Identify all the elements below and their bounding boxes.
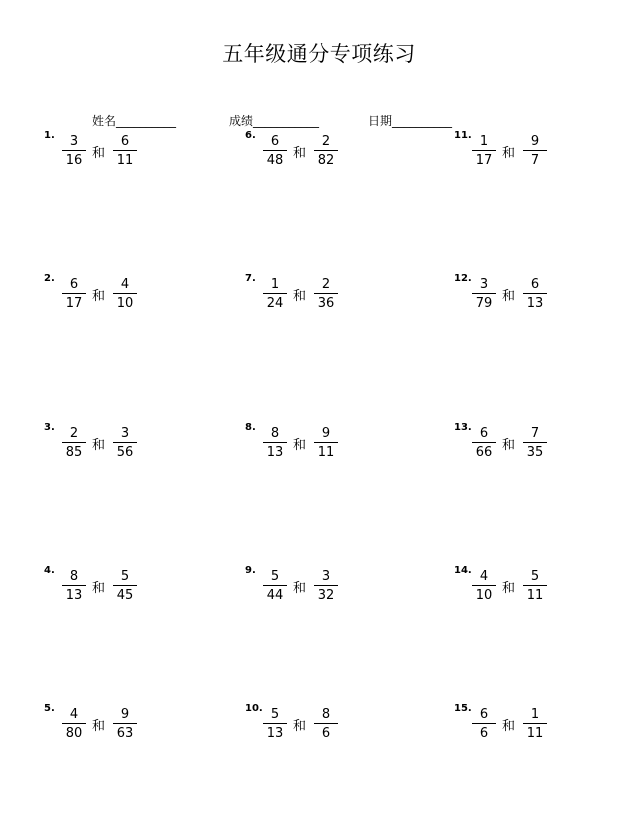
fraction-b [113, 569, 137, 603]
fraction-bar [472, 150, 496, 151]
fraction-bar [263, 442, 287, 443]
conjunction: 和 [502, 438, 516, 453]
denominator: 16 [65, 153, 83, 168]
fraction-b [523, 277, 547, 311]
conjunction: 和 [293, 289, 307, 304]
fraction-a [263, 707, 287, 741]
problem-number: 6. [245, 130, 256, 141]
denominator: 10 [475, 588, 493, 603]
fraction-bar [472, 723, 496, 724]
denominator: 17 [65, 296, 83, 311]
fraction-a [62, 277, 86, 311]
fraction-b [523, 426, 547, 460]
denominator: 13 [526, 296, 544, 311]
fraction-b [314, 707, 338, 741]
numerator: 6 [479, 426, 489, 441]
denominator: 82 [317, 153, 335, 168]
numerator: 6 [270, 134, 280, 149]
problem-number: 4. [44, 565, 55, 576]
problem-number: 12. [454, 273, 472, 284]
fraction-b [523, 134, 547, 168]
fraction-a [62, 707, 86, 741]
numerator: 3 [120, 426, 130, 441]
fraction-bar [523, 442, 547, 443]
fraction-bar [314, 442, 338, 443]
numerator: 8 [69, 569, 79, 584]
fraction-b [113, 134, 137, 168]
fraction-a [472, 426, 496, 460]
numerator: 5 [120, 569, 130, 584]
fraction-bar [62, 293, 86, 294]
fraction-bar [472, 293, 496, 294]
problem-number: 2. [44, 273, 55, 284]
numerator: 1 [479, 134, 489, 149]
numerator: 9 [530, 134, 540, 149]
denominator: 11 [317, 445, 335, 460]
denominator: 85 [65, 445, 83, 460]
conjunction: 和 [502, 719, 516, 734]
numerator: 1 [530, 707, 540, 722]
denominator: 13 [266, 445, 284, 460]
fraction-b [314, 134, 338, 168]
fraction-a [472, 277, 496, 311]
numerator: 9 [321, 426, 331, 441]
fraction-bar [263, 585, 287, 586]
numerator: 3 [479, 277, 489, 292]
denominator: 56 [116, 445, 134, 460]
fraction-bar [62, 150, 86, 151]
page-title: 五年级通分专项练习 [222, 42, 416, 66]
problem-number: 8. [245, 422, 256, 433]
conjunction: 和 [293, 719, 307, 734]
denominator: 24 [266, 296, 284, 311]
denominator: 11 [526, 588, 544, 603]
conjunction: 和 [293, 438, 307, 453]
denominator: 63 [116, 726, 134, 741]
numerator: 8 [321, 707, 331, 722]
name-field[interactable]: 姓名__________ [92, 114, 177, 128]
fraction-bar [113, 723, 137, 724]
fraction-a [263, 134, 287, 168]
fraction-bar [263, 150, 287, 151]
fraction-bar [472, 585, 496, 586]
fraction-a [62, 569, 86, 603]
score-field[interactable]: 成绩___________ [229, 114, 320, 128]
fraction-a [263, 426, 287, 460]
fraction-b [113, 277, 137, 311]
fraction-a [263, 277, 287, 311]
numerator: 4 [479, 569, 489, 584]
numerator: 2 [321, 277, 331, 292]
conjunction: 和 [502, 289, 516, 304]
denominator: 17 [475, 153, 493, 168]
fraction-bar [314, 585, 338, 586]
conjunction: 和 [293, 146, 307, 161]
fraction-bar [523, 293, 547, 294]
fraction-bar [314, 293, 338, 294]
conjunction: 和 [293, 581, 307, 596]
fraction-bar [263, 723, 287, 724]
numerator: 5 [530, 569, 540, 584]
fraction-bar [314, 723, 338, 724]
fraction-b [314, 569, 338, 603]
fraction-b [523, 707, 547, 741]
fraction-bar [62, 585, 86, 586]
problem-number: 13. [454, 422, 472, 433]
fraction-a [472, 707, 496, 741]
numerator: 6 [69, 277, 79, 292]
fraction-a [62, 426, 86, 460]
fraction-b [523, 569, 547, 603]
numerator: 6 [120, 134, 130, 149]
numerator: 3 [321, 569, 331, 584]
fraction-b [314, 277, 338, 311]
denominator: 6 [321, 726, 331, 741]
conjunction: 和 [502, 146, 516, 161]
fraction-bar [523, 150, 547, 151]
numerator: 4 [120, 277, 130, 292]
numerator: 5 [270, 569, 280, 584]
denominator: 44 [266, 588, 284, 603]
numerator: 6 [530, 277, 540, 292]
denominator: 48 [266, 153, 284, 168]
fraction-a [62, 134, 86, 168]
denominator: 11 [116, 153, 134, 168]
numerator: 6 [479, 707, 489, 722]
problem-number: 5. [44, 703, 55, 714]
problem-number: 3. [44, 422, 55, 433]
numerator: 4 [69, 707, 79, 722]
numerator: 9 [120, 707, 130, 722]
denominator: 32 [317, 588, 335, 603]
problem-number: 7. [245, 273, 256, 284]
fraction-bar [113, 150, 137, 151]
numerator: 7 [530, 426, 540, 441]
fraction-b [314, 426, 338, 460]
conjunction: 和 [92, 289, 106, 304]
fraction-a [472, 134, 496, 168]
problem-number: 11. [454, 130, 472, 141]
fraction-bar [314, 150, 338, 151]
fraction-bar [263, 293, 287, 294]
conjunction: 和 [92, 581, 106, 596]
fraction-bar [523, 585, 547, 586]
denominator: 11 [526, 726, 544, 741]
fraction-bar [113, 442, 137, 443]
fraction-bar [113, 293, 137, 294]
fraction-b [113, 426, 137, 460]
denominator: 66 [475, 445, 493, 460]
denominator: 45 [116, 588, 134, 603]
date-field[interactable]: 日期__________ [368, 114, 453, 128]
numerator: 1 [270, 277, 280, 292]
problem-number: 14. [454, 565, 472, 576]
fraction-bar [62, 442, 86, 443]
fraction-b [113, 707, 137, 741]
fraction-bar [62, 723, 86, 724]
conjunction: 和 [92, 146, 106, 161]
fraction-bar [523, 723, 547, 724]
denominator: 79 [475, 296, 493, 311]
fraction-bar [113, 585, 137, 586]
denominator: 10 [116, 296, 134, 311]
fraction-a [263, 569, 287, 603]
numerator: 2 [321, 134, 331, 149]
denominator: 35 [526, 445, 544, 460]
problem-number: 15. [454, 703, 472, 714]
denominator: 80 [65, 726, 83, 741]
denominator: 7 [530, 153, 540, 168]
denominator: 6 [479, 726, 489, 741]
numerator: 5 [270, 707, 280, 722]
fraction-bar [472, 442, 496, 443]
conjunction: 和 [92, 438, 106, 453]
numerator: 2 [69, 426, 79, 441]
denominator: 36 [317, 296, 335, 311]
conjunction: 和 [92, 719, 106, 734]
problem-number: 1. [44, 130, 55, 141]
denominator: 13 [65, 588, 83, 603]
problem-number: 10. [245, 703, 263, 714]
fraction-a [472, 569, 496, 603]
numerator: 3 [69, 134, 79, 149]
problem-number: 9. [245, 565, 256, 576]
numerator: 8 [270, 426, 280, 441]
denominator: 13 [266, 726, 284, 741]
conjunction: 和 [502, 581, 516, 596]
